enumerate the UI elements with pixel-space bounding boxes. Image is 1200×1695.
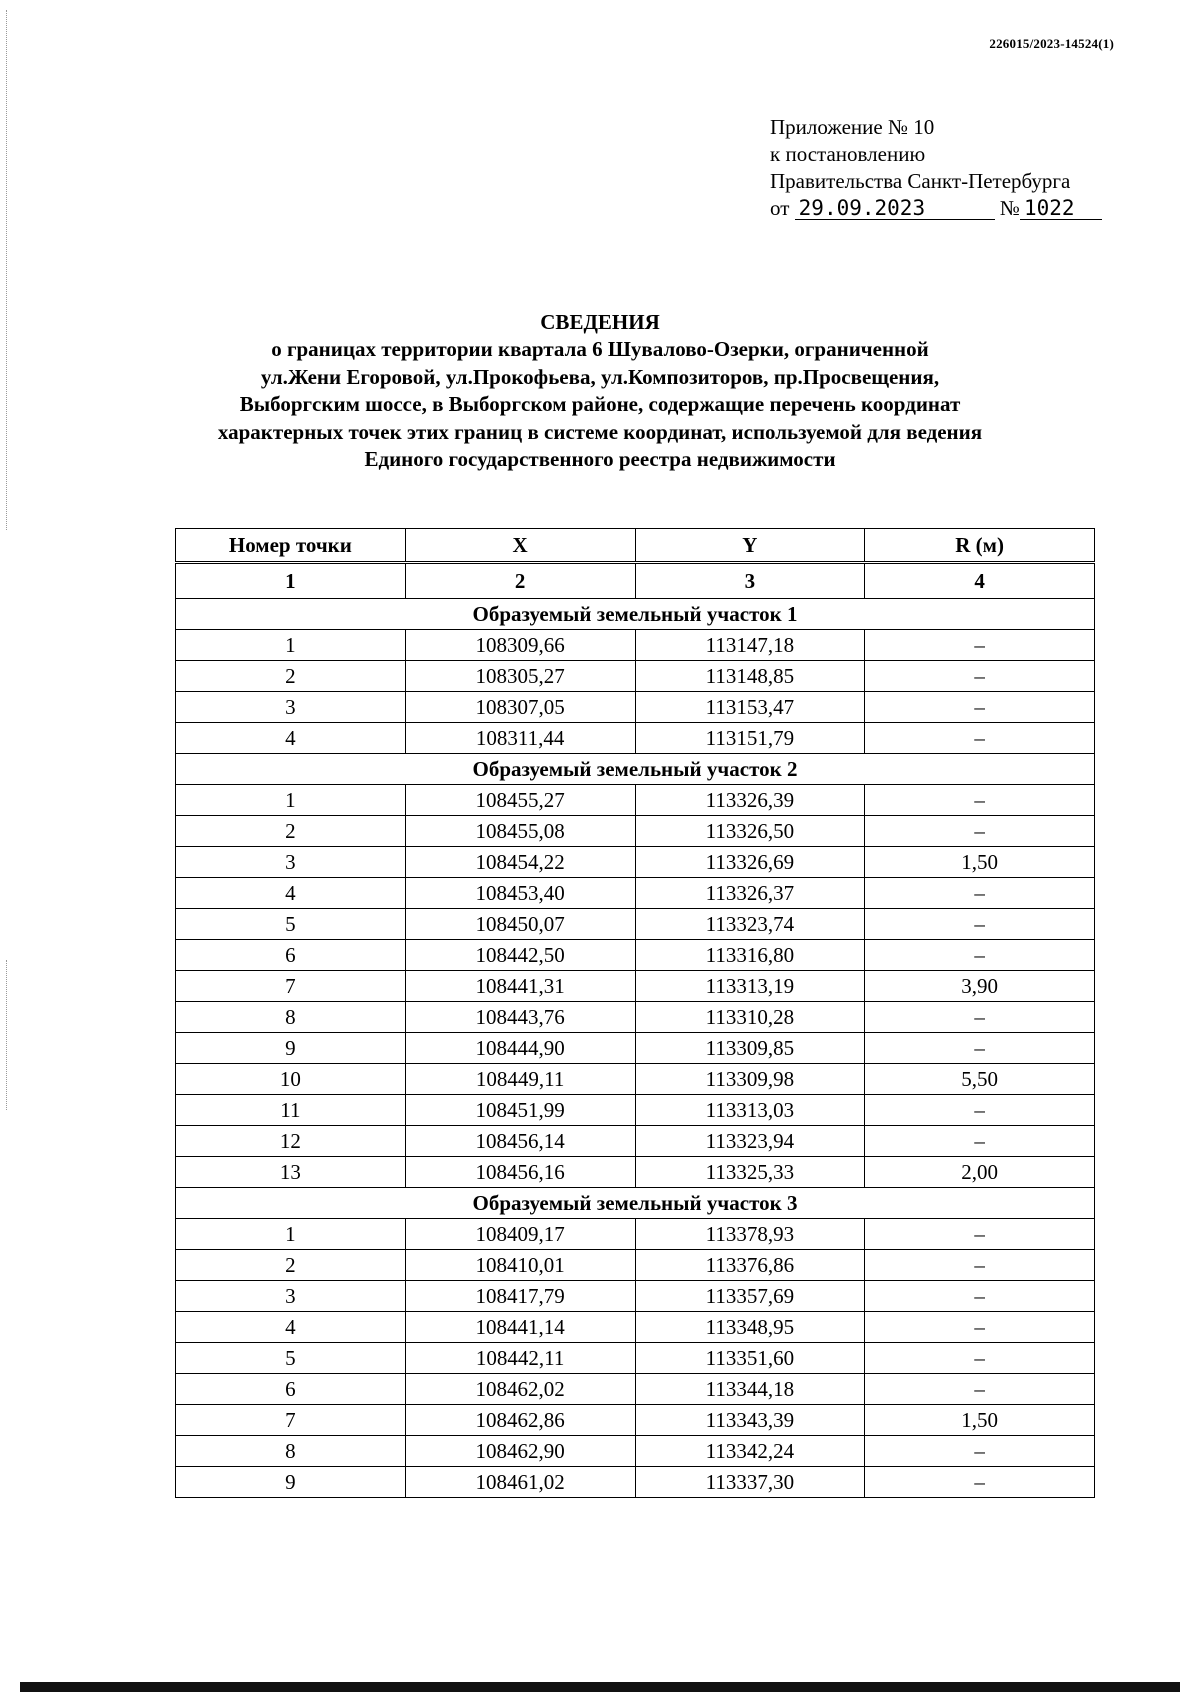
appendix-line-1: Приложение № 10 bbox=[770, 115, 935, 139]
section-header-row bbox=[176, 754, 1095, 785]
point-number-cell: 3 bbox=[176, 1281, 406, 1312]
table-row bbox=[176, 1064, 1095, 1095]
x-coordinate-cell: 108307,05 bbox=[405, 692, 635, 723]
table-row bbox=[176, 1219, 1095, 1250]
table-row bbox=[176, 1312, 1095, 1343]
x-coordinate-cell: 108462,90 bbox=[405, 1436, 635, 1467]
header-radius: R (м) bbox=[865, 529, 1095, 563]
section-title: Образуемый земельный участок 3 bbox=[176, 1188, 1095, 1219]
y-coordinate-cell: 113325,33 bbox=[635, 1157, 865, 1188]
x-coordinate-cell: 108453,40 bbox=[405, 878, 635, 909]
section-header-row bbox=[176, 1188, 1095, 1219]
x-coordinate-cell: 108311,44 bbox=[405, 723, 635, 754]
point-number-cell: 6 bbox=[176, 940, 406, 971]
column-number-row bbox=[176, 563, 1095, 599]
x-coordinate-cell: 108410,01 bbox=[405, 1250, 635, 1281]
table-row bbox=[176, 1405, 1095, 1436]
table-row bbox=[176, 1157, 1095, 1188]
table-row bbox=[176, 1250, 1095, 1281]
y-coordinate-cell: 113313,03 bbox=[635, 1095, 865, 1126]
title-line: характерных точек этих границ в системе координат, используемой для ведения bbox=[217, 419, 983, 444]
section-title: Образуемый земельный участок 1 bbox=[176, 599, 1095, 630]
point-number-cell: 13 bbox=[176, 1157, 406, 1188]
point-number-cell: 9 bbox=[176, 1033, 406, 1064]
point-number-cell: 9 bbox=[176, 1467, 406, 1498]
table-row bbox=[176, 847, 1095, 878]
point-number-cell: 5 bbox=[176, 909, 406, 940]
table-row bbox=[176, 940, 1095, 971]
x-coordinate-cell: 108444,90 bbox=[405, 1033, 635, 1064]
x-coordinate-cell: 108456,16 bbox=[405, 1157, 635, 1188]
x-coordinate-cell: 108461,02 bbox=[405, 1467, 635, 1498]
coordinates-table bbox=[175, 528, 1095, 1498]
radius-cell: 1,50 bbox=[865, 1405, 1095, 1436]
x-coordinate-cell: 108441,14 bbox=[405, 1312, 635, 1343]
point-number-cell: 2 bbox=[176, 1250, 406, 1281]
y-coordinate-cell: 113348,95 bbox=[635, 1312, 865, 1343]
x-coordinate-cell: 108442,50 bbox=[405, 940, 635, 971]
table-body bbox=[176, 599, 1095, 1498]
x-coordinate-cell: 108441,31 bbox=[405, 971, 635, 1002]
table-row bbox=[176, 816, 1095, 847]
title-heading: СВЕДЕНИЯ bbox=[540, 310, 660, 334]
radius-cell: – bbox=[865, 1343, 1095, 1374]
y-coordinate-cell: 113147,18 bbox=[635, 630, 865, 661]
x-coordinate-cell: 108443,76 bbox=[405, 1002, 635, 1033]
column-number: 3 bbox=[635, 563, 865, 599]
radius-cell: 3,90 bbox=[865, 971, 1095, 1002]
y-coordinate-cell: 113344,18 bbox=[635, 1374, 865, 1405]
radius-cell: – bbox=[865, 1436, 1095, 1467]
radius-cell: – bbox=[865, 1312, 1095, 1343]
x-coordinate-cell: 108449,11 bbox=[405, 1064, 635, 1095]
number-label: № bbox=[999, 196, 1020, 220]
y-coordinate-cell: 113351,60 bbox=[635, 1343, 865, 1374]
table-row bbox=[176, 661, 1095, 692]
y-coordinate-cell: 113337,30 bbox=[635, 1467, 865, 1498]
x-coordinate-cell: 108451,99 bbox=[405, 1095, 635, 1126]
radius-cell: – bbox=[865, 1374, 1095, 1405]
scan-edge-marks bbox=[6, 960, 9, 1110]
radius-cell: – bbox=[865, 909, 1095, 940]
point-number-cell: 1 bbox=[176, 630, 406, 661]
radius-cell: – bbox=[865, 816, 1095, 847]
y-coordinate-cell: 113357,69 bbox=[635, 1281, 865, 1312]
x-coordinate-cell: 108462,86 bbox=[405, 1405, 635, 1436]
radius-cell: – bbox=[865, 1095, 1095, 1126]
title-line: о границах территории квартала 6 Шувалово-Озерки, ограниченной bbox=[271, 337, 929, 361]
header-x: X bbox=[405, 529, 635, 563]
radius-cell: – bbox=[865, 1219, 1095, 1250]
radius-cell: 2,00 bbox=[865, 1157, 1095, 1188]
y-coordinate-cell: 113326,37 bbox=[635, 878, 865, 909]
point-number-cell: 4 bbox=[176, 723, 406, 754]
scan-border-bar bbox=[20, 1682, 1180, 1692]
y-coordinate-cell: 113326,69 bbox=[635, 847, 865, 878]
title-line: Выборгским шоссе, в Выборгском районе, содержащие перечень координат bbox=[239, 392, 961, 416]
table-row bbox=[176, 630, 1095, 661]
from-label: от bbox=[770, 196, 790, 220]
section-header-row bbox=[176, 599, 1095, 630]
table-row bbox=[176, 723, 1095, 754]
radius-cell: – bbox=[865, 630, 1095, 661]
y-coordinate-cell: 113326,39 bbox=[635, 785, 865, 816]
radius-cell: – bbox=[865, 1467, 1095, 1498]
radius-cell: – bbox=[865, 878, 1095, 909]
radius-cell: – bbox=[865, 1126, 1095, 1157]
table-row bbox=[176, 909, 1095, 940]
appendix-line-2: к постановлению bbox=[770, 142, 926, 166]
point-number-cell: 1 bbox=[176, 1219, 406, 1250]
point-number-cell: 2 bbox=[176, 661, 406, 692]
table-row bbox=[176, 1467, 1095, 1498]
y-coordinate-cell: 113309,98 bbox=[635, 1064, 865, 1095]
table-row bbox=[176, 1281, 1095, 1312]
header-y: Y bbox=[635, 529, 865, 563]
y-coordinate-cell: 113326,50 bbox=[635, 816, 865, 847]
y-coordinate-cell: 113376,86 bbox=[635, 1250, 865, 1281]
table-row bbox=[176, 785, 1095, 816]
table-row bbox=[176, 1002, 1095, 1033]
y-coordinate-cell: 113323,94 bbox=[635, 1126, 865, 1157]
title-line: Единого государственного реестра недвижимости bbox=[364, 447, 836, 471]
table-row bbox=[176, 692, 1095, 723]
radius-cell: – bbox=[865, 661, 1095, 692]
point-number-cell: 6 bbox=[176, 1374, 406, 1405]
radius-cell: – bbox=[865, 1281, 1095, 1312]
table-row bbox=[176, 878, 1095, 909]
x-coordinate-cell: 108442,11 bbox=[405, 1343, 635, 1374]
x-coordinate-cell: 108456,14 bbox=[405, 1126, 635, 1157]
radius-cell: – bbox=[865, 940, 1095, 971]
radius-cell: – bbox=[865, 785, 1095, 816]
section-title: Образуемый земельный участок 2 bbox=[176, 754, 1095, 785]
document-title bbox=[150, 308, 1050, 474]
y-coordinate-cell: 113343,39 bbox=[635, 1405, 865, 1436]
decree-date: 29.09.2023 bbox=[795, 197, 995, 220]
y-coordinate-cell: 113310,28 bbox=[635, 1002, 865, 1033]
y-coordinate-cell: 113323,74 bbox=[635, 909, 865, 940]
table-row bbox=[176, 1436, 1095, 1467]
y-coordinate-cell: 113316,80 bbox=[635, 940, 865, 971]
y-coordinate-cell: 113342,24 bbox=[635, 1436, 865, 1467]
x-coordinate-cell: 108454,22 bbox=[405, 847, 635, 878]
scan-edge-marks bbox=[6, 10, 9, 530]
radius-cell: – bbox=[865, 692, 1095, 723]
table-row bbox=[176, 1343, 1095, 1374]
x-coordinate-cell: 108450,07 bbox=[405, 909, 635, 940]
column-number: 4 bbox=[865, 563, 1095, 599]
column-number: 1 bbox=[176, 563, 406, 599]
x-coordinate-cell: 108309,66 bbox=[405, 630, 635, 661]
y-coordinate-cell: 113313,19 bbox=[635, 971, 865, 1002]
radius-cell: 5,50 bbox=[865, 1064, 1095, 1095]
point-number-cell: 3 bbox=[176, 847, 406, 878]
x-coordinate-cell: 108409,17 bbox=[405, 1219, 635, 1250]
point-number-cell: 8 bbox=[176, 1002, 406, 1033]
y-coordinate-cell: 113378,93 bbox=[635, 1219, 865, 1250]
radius-cell: – bbox=[865, 1002, 1095, 1033]
point-number-cell: 7 bbox=[176, 1405, 406, 1436]
y-coordinate-cell: 113309,85 bbox=[635, 1033, 865, 1064]
table-row bbox=[176, 1095, 1095, 1126]
point-number-cell: 5 bbox=[176, 1343, 406, 1374]
document-number: 226015/2023-14524(1) bbox=[989, 36, 1114, 51]
point-number-cell: 1 bbox=[176, 785, 406, 816]
table-row bbox=[176, 1374, 1095, 1405]
x-coordinate-cell: 108455,08 bbox=[405, 816, 635, 847]
header-point-number: Номер точки bbox=[176, 529, 406, 563]
x-coordinate-cell: 108455,27 bbox=[405, 785, 635, 816]
table-row bbox=[176, 1126, 1095, 1157]
point-number-cell: 11 bbox=[176, 1095, 406, 1126]
radius-cell: – bbox=[865, 1250, 1095, 1281]
point-number-cell: 10 bbox=[176, 1064, 406, 1095]
appendix-line-3: Правительства Санкт-Петербурга bbox=[770, 169, 1071, 193]
appendix-block bbox=[770, 114, 1102, 222]
y-coordinate-cell: 113153,47 bbox=[635, 692, 865, 723]
point-number-cell: 7 bbox=[176, 971, 406, 1002]
radius-cell: 1,50 bbox=[865, 847, 1095, 878]
point-number-cell: 4 bbox=[176, 878, 406, 909]
point-number-cell: 2 bbox=[176, 816, 406, 847]
table-row bbox=[176, 1033, 1095, 1064]
radius-cell: – bbox=[865, 723, 1095, 754]
y-coordinate-cell: 113151,79 bbox=[635, 723, 865, 754]
point-number-cell: 12 bbox=[176, 1126, 406, 1157]
x-coordinate-cell: 108462,02 bbox=[405, 1374, 635, 1405]
point-number-cell: 8 bbox=[176, 1436, 406, 1467]
decree-number: 1022 bbox=[1020, 197, 1102, 220]
x-coordinate-cell: 108417,79 bbox=[405, 1281, 635, 1312]
title-line: ул.Жени Егоровой, ул.Прокофьева, ул.Композиторов, пр.Просвещения, bbox=[260, 364, 940, 389]
table-header-row bbox=[176, 529, 1095, 563]
y-coordinate-cell: 113148,85 bbox=[635, 661, 865, 692]
point-number-cell: 4 bbox=[176, 1312, 406, 1343]
point-number-cell: 3 bbox=[176, 692, 406, 723]
x-coordinate-cell: 108305,27 bbox=[405, 661, 635, 692]
column-number: 2 bbox=[405, 563, 635, 599]
table-row bbox=[176, 971, 1095, 1002]
appendix-date-line bbox=[770, 195, 1102, 222]
radius-cell: – bbox=[865, 1033, 1095, 1064]
